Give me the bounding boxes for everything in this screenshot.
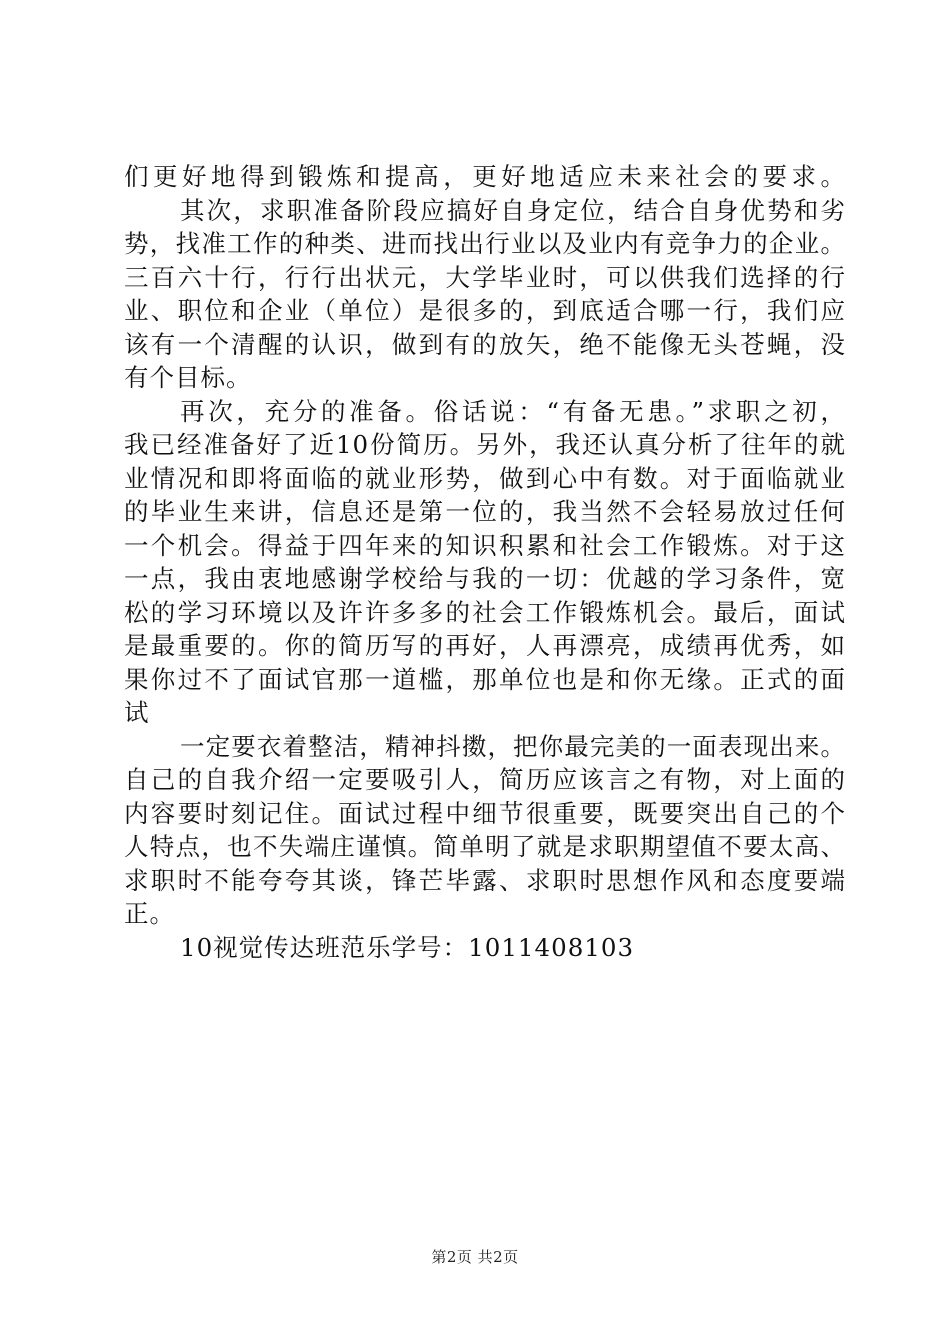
text-line: 的毕业生来讲，信息还是第一位的，我当然不会轻易放过任何 [124, 497, 846, 526]
text-line: 业、职位和企业（单位）是很多的，到底适合哪一行，我们应 [124, 296, 846, 325]
text-line: 们更好地得到锻炼和提高，更好地适应未来社会的要求。 [124, 162, 846, 191]
text-line: 势，找准工作的种类、进而找出行业以及业内有竞争力的企业。 [124, 229, 846, 258]
text-line: 是最重要的。你的简历写的再好，人再漂亮，成绩再优秀，如 [124, 631, 846, 660]
text-line: 三百六十行，行行出状元，大学毕业时，可以供我们选择的行 [124, 262, 846, 292]
text-line: 我已经准备好了近10份简历。另外，我还认真分析了往年的就 [124, 430, 846, 459]
text-line: 求职时不能夸夸其谈，锋芒毕露、求职时思想作风和态度要端 [124, 865, 846, 895]
text-line: 有个目标。 [124, 363, 252, 392]
text-line: 内容要时刻记住。面试过程中细节很重要，既要突出自己的个 [124, 798, 846, 828]
text-line: 一点，我由衷地感谢学校给与我的一切：优越的学习条件，宽 [124, 564, 846, 593]
text-line: 试 [124, 698, 150, 727]
text-line: 人特点，也不失端庄谨慎。简单明了就是求职期望值不要太高、 [124, 832, 846, 861]
text-line: 正。 [124, 899, 175, 928]
page-number-footer: 第2页 共2页 [431, 1248, 519, 1266]
text-line: 一定要衣着整洁，精神抖擞，把你最完美的一面表现出来。 [180, 731, 846, 761]
text-line: 再次，充分的准备。俗话说：“有备无患。”求职之初， [180, 396, 846, 426]
text-line: 业情况和即将面临的就业形势，做到心中有数。对于面临就业 [124, 463, 846, 493]
document-body [124, 160, 846, 964]
signature-line: 10视觉传达班范乐学号：1011408103 [180, 932, 635, 962]
text-line: 松的学习环境以及许许多多的社会工作锻炼机会。最后，面试 [124, 597, 846, 627]
text-line: 该有一个清醒的认识，做到有的放矢，绝不能像无头苍蝇，没 [124, 329, 846, 359]
text-line: 自己的自我介绍一定要吸引人，简历应该言之有物，对上面的 [124, 765, 846, 794]
text-line: 果你过不了面试官那一道槛，那单位也是和你无缘。正式的面 [124, 664, 846, 694]
text-line: 一个机会。得益于四年来的知识积累和社会工作锻炼。对于这 [124, 530, 846, 560]
text-line: 其次，求职准备阶段应搞好自身定位，结合自身优势和劣 [180, 195, 846, 225]
